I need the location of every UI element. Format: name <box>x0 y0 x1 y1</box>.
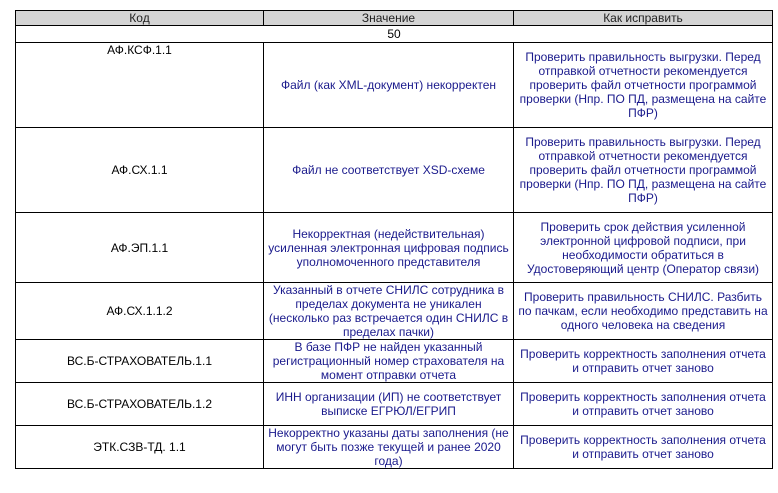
error-value: Указанный в отчете СНИЛС сотрудника в пределах документа не уникален (несколько раз встречается один СНИЛС в пределах пачки) <box>264 283 514 340</box>
error-code: ВС.Б-СТРАХОВАТЕЛЬ.1.2 <box>16 383 264 426</box>
error-fix: Проверить корректность заполнения отчета и отправить отчет заново <box>514 340 773 383</box>
error-value: В базе ПФР не найден указанный регистрационный номер страхователя на момент отправки отчета <box>264 340 514 383</box>
error-value: Файл (как XML-документ) некорректен <box>264 43 514 128</box>
table-row <box>16 340 773 383</box>
group-row <box>16 26 773 43</box>
header-fix: Как исправить <box>514 11 773 26</box>
header-value: Значение <box>264 11 514 26</box>
table-row <box>16 283 773 340</box>
error-value: Файл не соответствует XSD-схеме <box>264 128 514 213</box>
table-row <box>16 43 773 128</box>
group-label: 50 <box>16 26 773 43</box>
error-code: АФ.СХ.1.1.2 <box>16 283 264 340</box>
error-fix: Проверить правильность выгрузки. Перед отправкой отчетности рекомендуется проверить файл отчетности программой проверки (Нпр. ПО ПД, размещена на сайте ПФР) <box>514 43 773 128</box>
header-row <box>16 11 773 26</box>
table-row <box>16 213 773 283</box>
table-row <box>16 128 773 213</box>
table-row <box>16 383 773 426</box>
error-fix: Проверить корректность заполнения отчета и отправить отчет заново <box>514 383 773 426</box>
error-code: АФ.КСФ.1.1 <box>16 43 264 128</box>
table-row <box>16 426 773 469</box>
error-fix: Проверить срок действия усиленной электронной цифровой подписи, при необходимости обратиться в Удостоверяющий центр (Оператор связи) <box>514 213 773 283</box>
error-code: ЭТК.СЗВ-ТД. 1.1 <box>16 426 264 469</box>
error-code: АФ.СХ.1.1 <box>16 128 264 213</box>
error-code: АФ.ЭП.1.1 <box>16 213 264 283</box>
error-code: ВС.Б-СТРАХОВАТЕЛЬ.1.1 <box>16 340 264 383</box>
error-codes-table <box>15 10 773 469</box>
header-code: Код <box>16 11 264 26</box>
error-fix: Проверить правильность выгрузки. Перед отправкой отчетности рекомендуется проверить файл отчетности программой проверки (Нпр. ПО ПД, размещена на сайте ПФР) <box>514 128 773 213</box>
error-fix: Проверить корректность заполнения отчета и отправить отчет заново <box>514 426 773 469</box>
error-fix: Проверить правильность СНИЛС. Разбить по пачкам, если необходимо представить на одного человека на сведения <box>514 283 773 340</box>
error-value: Некорректно указаны даты заполнения (не могут быть позже текущей и ранее 2020 года) <box>264 426 514 469</box>
error-value: ИНН организации (ИП) не соответствует выписке ЕГРЮЛ/ЕГРИП <box>264 383 514 426</box>
error-value: Некорректная (недействительная) усиленная электронная цифровая подпись уполномоченного представителя <box>264 213 514 283</box>
